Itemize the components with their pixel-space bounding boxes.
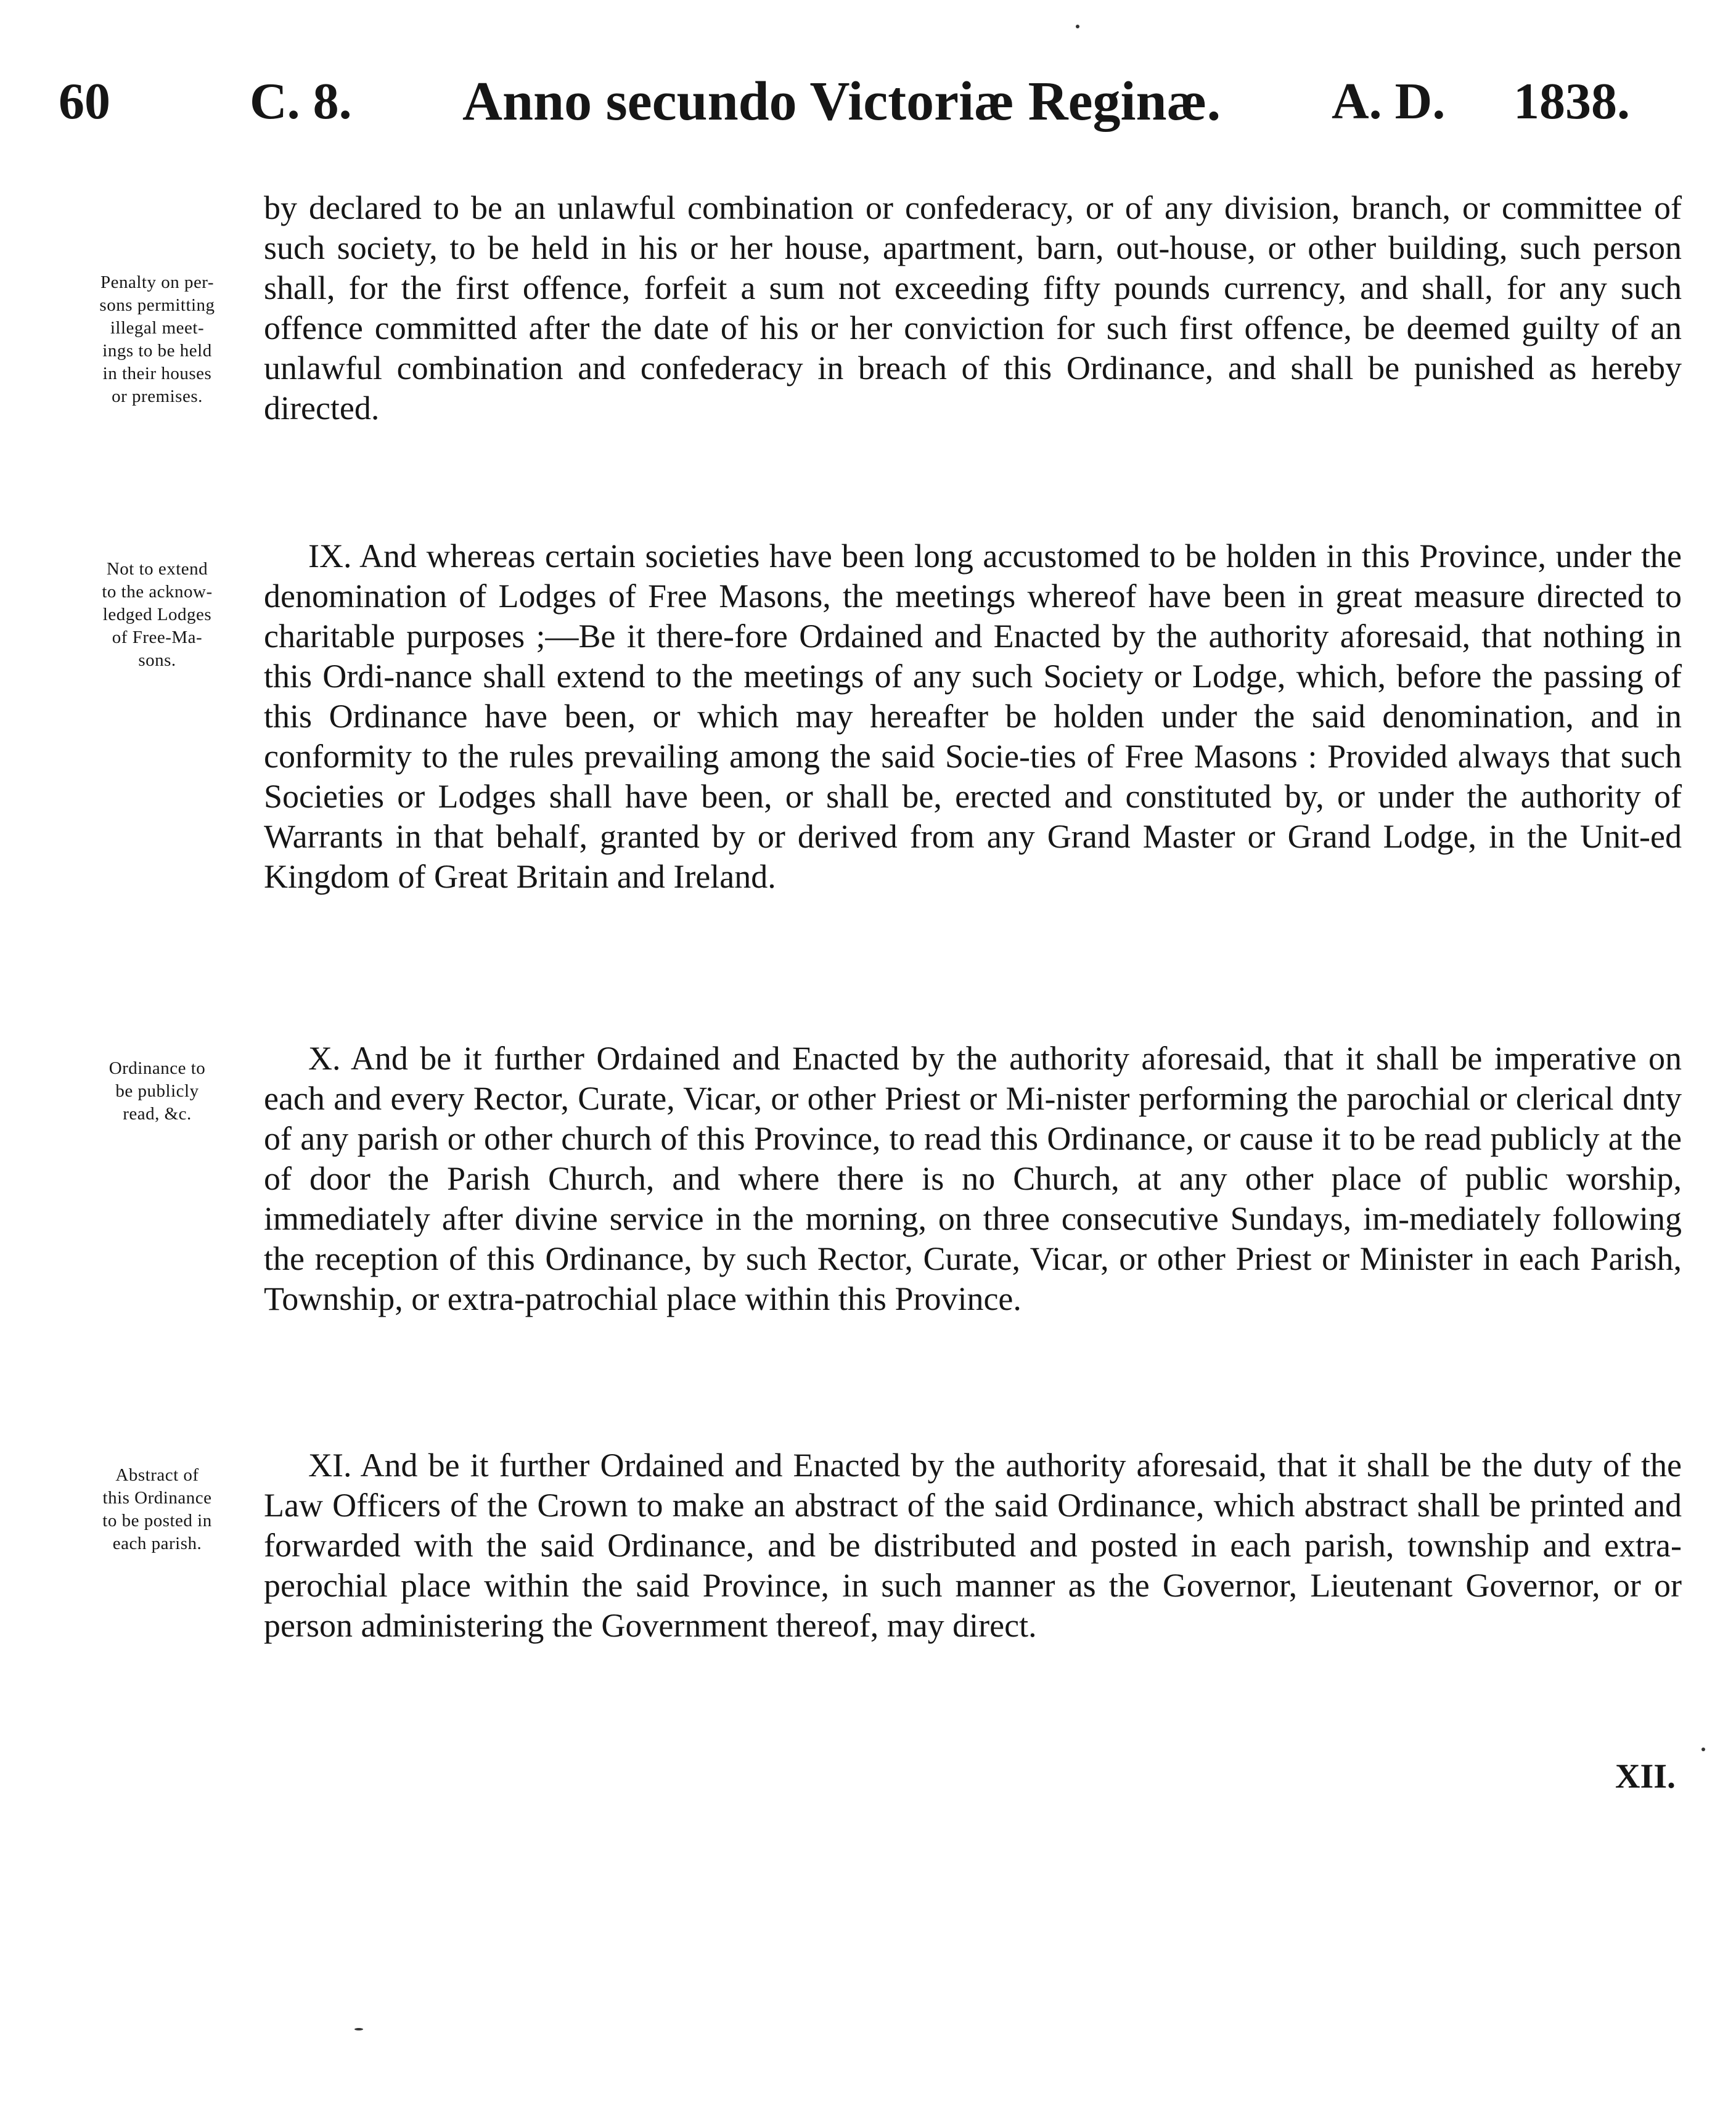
statute-title: Anno secundo Victoriæ Reginæ.: [462, 71, 1221, 132]
section-xi: XI. And be it further Ordained and Enacted by the authority aforesaid, that it shall be the duty of the Law Officers of the Crown to make an abstract of the said Ordinance, which abstract shall be printed and forwarded with the said Ordinance, and be distributed and posted in each parish, township and extra-perochial place within the said Province, in such manner as the Governor, Lieutenant Governor, or or person administering the Government thereof, may direct.: [264, 1447, 1682, 1644]
year: 1838.: [1513, 73, 1630, 130]
marginal-note: Ordinance to be publicly read, &c.: [108, 1058, 206, 1124]
anno-domini: A. D.: [1332, 73, 1446, 130]
section-ix: IX. And whereas certain societies have been long accustomed to be holden in this Province, under the denomination of Lodges of Free Masons, the meetings whereof have been in great measure directed to charitable purposes ;—Be it there-fore Ordained and Enacted by the authority aforesaid, that nothing in this Ordi-nance shall extend to the meetings of any such Society or Lodge, which, before the passing of this Ordinance have been, or which may hereafter be holden under the said denomination, and in conformity to the rules prevailing among the said Socie-ties of Free Masons : Provided always that such Societies or Lodges shall have been, or shall be, erected and constituted by, or under the authority of Warrants in that behalf, granted by or derived from any Grand Master or Grand Lodge, in the Unit-ed Kingdom of Great Britain and Ireland.: [264, 538, 1682, 895]
section-x: X. And be it further Ordained and Enacted by the authority aforesaid, that it shall be imperative on each and every Rector, Curate, Vicar, or other Priest or Mi-nister performing the parochial or clerical dnty of any parish or other church of this Province, to read this Ordinance, or cause it to be read publicly at the of door the Parish Church, and where there is no Church, at any other place of public worship, immediately after divine service in the morning, on three consecutive Sundays, im-mediately following the reception of this Ordinance, by such Rector, Curate, Vicar, or other Priest or Minister in each Parish, Township, or extra-patrochial place within this Province.: [264, 1040, 1682, 1317]
chapter-number: C. 8.: [250, 73, 352, 130]
scan-speck: [1701, 1748, 1705, 1751]
marginal-note: Penalty on per- sons permitting illegal meet- ings to be held in their houses or premises.: [99, 272, 215, 406]
paragraph-continuation: by declared to be an unlawful combination or confederacy, or of any division, branch, or committee of such society, to be held in his or her house, apartment, barn, out-house, or other building, such person shall, for the first offence, forfeit a sum not exceeding fifty pounds currency, and shall, for any such offence committed after the date of his or her conviction for such first offence, be deemed guilty of an unlawful combination and confederacy in breach of this Ordinance, and shall be punished as hereby directed.: [264, 189, 1682, 427]
page-number: 60: [59, 73, 110, 130]
scan-speck: [1076, 25, 1079, 28]
catchword: XII.: [1615, 1757, 1676, 1796]
running-header: [0, 62, 1736, 142]
marginal-note: Abstract of this Ordinance to be posted in each parish.: [102, 1465, 212, 1553]
scan-speck: [354, 2028, 363, 2030]
marginal-note: Not to extend to the acknow- ledged Lodges of Free-Ma- sons.: [102, 559, 213, 670]
